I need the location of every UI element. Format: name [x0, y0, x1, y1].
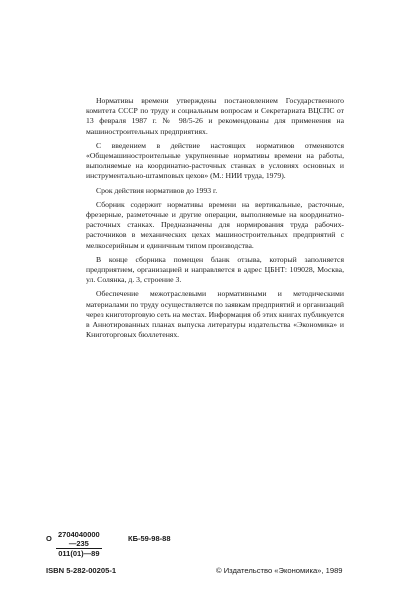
copyright-notice: © Издательство «Экономика», 1989	[216, 566, 343, 575]
approval-paragraph: Нормативы времени утверждены постановлением Государственного комитета СССР по труду и социальным вопросам и Секретариата ВЦСПС от 13 февраля 1987 г. № 98/5-26 и рекомендованы для применения на машиностроительных предприятиях.	[86, 96, 344, 136]
feedback-paragraph: В конце сборника помещен бланк отзыва, который заполняется предприятием, организацией и направляется в адрес ЦБНТ: 109028, Москва, ул. Солянка, д. 3, строение 3.	[86, 254, 344, 285]
contents-paragraph: Сборник содержит нормативы времени на вертикальные, расточные, фрезерные, разметочные и другие операции, выполняемые на координатно-расточных станках. Предназначены для нормирования труда рабочих-расточников в механических цехах машиностроительных предприятий с мелкосерийным и единичным типом производства.	[86, 199, 344, 250]
code-suffix: КБ-59-98-88	[128, 534, 171, 543]
code-prefix: О	[46, 534, 52, 543]
approval-text-block	[86, 96, 344, 340]
validity-paragraph: Срок действия нормативов до 1993 г.	[96, 185, 218, 195]
code-denominator: 011(01)—89	[58, 549, 100, 558]
supersession-paragraph: С введением в действие настоящих нормативов отменяются «Общемашиностроительные укрупненные нормативы времени на работы, выполняемые на координатно-расточных станках в условиях основных и инструментально-штамповых цехов» (М.: НИИ труда, 1979).	[86, 140, 344, 181]
isbn: ISBN 5-282-00205-1	[46, 566, 117, 575]
distribution-paragraph: Обеспечение межотраслевыми нормативными и методическими материалами по труду осуществляется по заявкам предприятий и организаций через книготорговую сеть на местах. Информация об этих книгах публикуется в Аннотированных планах выпуска литературы издательства «Экономика» и Книготорговых бюллетенях.	[86, 289, 344, 340]
code-fraction	[56, 530, 102, 558]
code-numerator: 2704040000—235	[58, 530, 100, 548]
